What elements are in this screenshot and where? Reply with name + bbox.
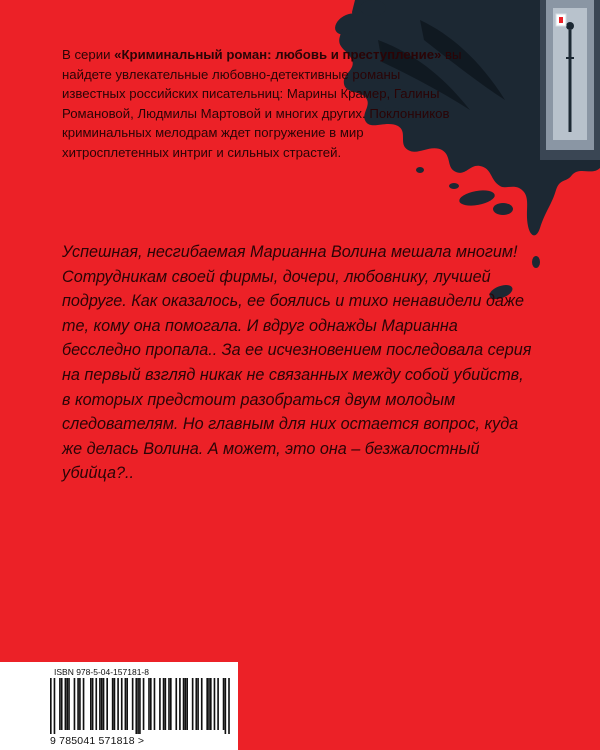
book-annotation: Успешная, несгибаемая Марианна Волина мешала многим! Сотрудникам своей фирмы, дочери, любовнику, лучшей подруге. Как оказалось, ее боялись и тихо ненавидели даже те, кому она помогала. И вдруг однажды Марианна бесследно пропала.. За ее исчезновением последовала серия на первый взгляд никак не связанных между собой убийств, в которых предстоит разобраться двум молодым следователям. Но главным для них остается вопрос, куда же делась Волина. А может, это она – безжалостный убийца?..	[62, 243, 532, 483]
series-body: вы найдете увлекательные любовно-детективные романы известных российских писательниц: Марины Крамер, Галины Романовой, Людмилы Мартовой и многих других. Поклонников криминальных мелодрам ждет погружение в мир хитросплетенных интриг и сильных страстей.	[62, 47, 462, 160]
barcode-panel	[0, 662, 238, 750]
series-prefix: В серии	[62, 47, 115, 62]
barcode-bars	[50, 678, 230, 734]
photo-panel	[540, 0, 600, 160]
series-description	[62, 45, 462, 163]
series-name: «Криминальный роман: любовь и преступление»	[114, 47, 442, 62]
barcode-digits: 9 785041 571818 >	[50, 735, 145, 747]
isbn-label: ISBN 978-5-04-157181-8	[54, 667, 149, 677]
